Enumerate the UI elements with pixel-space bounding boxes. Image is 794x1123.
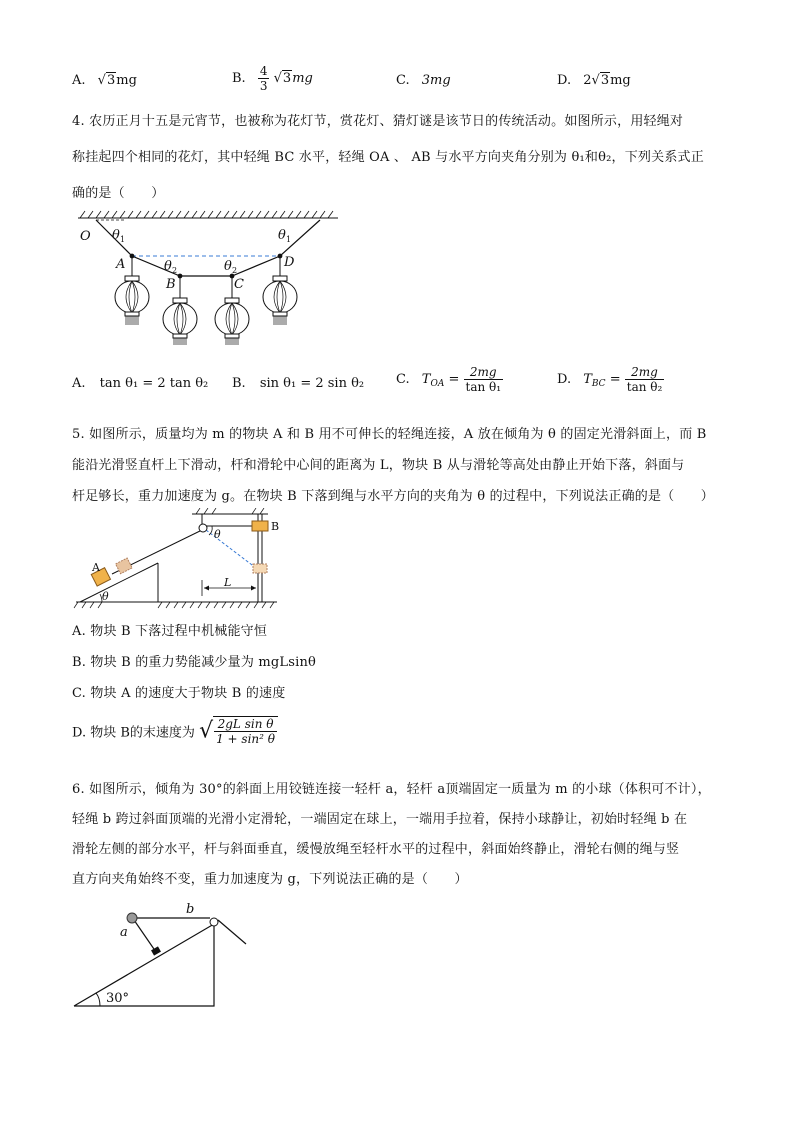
svg-text:2: 2 bbox=[172, 266, 178, 275]
lantern-1 bbox=[115, 276, 149, 325]
q4-stem-line3: 确的是（ ） bbox=[72, 186, 165, 201]
q5-option-b: B. 物块 B 的重力势能减少量为 mgLsinθ bbox=[72, 655, 317, 670]
label-O: O bbox=[80, 229, 91, 244]
label-C: C bbox=[234, 277, 244, 292]
label-B: B bbox=[271, 520, 280, 533]
lantern-2 bbox=[163, 298, 197, 345]
label-theta1-right: θ bbox=[278, 228, 286, 243]
q5-pulley-figure bbox=[72, 508, 292, 610]
label-D: D bbox=[284, 255, 295, 270]
q5-stem-line2: 能沿光滑竖直杆上下滑动，杆和滑轮中心间的距离为 L，物块 B 从与滑轮等高处由静止开始下落，斜面与 bbox=[72, 458, 685, 473]
svg-text:1: 1 bbox=[286, 235, 292, 244]
q4-option-b: B. sin θ₁ = 2 sin θ₂ bbox=[232, 376, 365, 391]
label-theta2-right: θ bbox=[224, 259, 232, 274]
q4-option-d: D. $T_{BC}$ = $\frac{2mg}{\text{tan θ₂}}$ bbox=[557, 365, 663, 394]
label-A: A bbox=[92, 561, 100, 574]
svg-text:1: 1 bbox=[120, 235, 126, 244]
svg-text:2: 2 bbox=[232, 266, 238, 275]
q6-stem-line1: 6. 如图所示，倾角为 30°的斜面上用铰链连接一轻杆 a，轻杆 a顶端固定一质量为 m 的小球（体积可不计）， bbox=[72, 782, 711, 797]
lantern-4 bbox=[263, 276, 297, 325]
q4-option-a: A. tan θ₁ = 2 tan θ₂ bbox=[72, 376, 209, 391]
label-theta-top: θ bbox=[214, 528, 221, 541]
label-30deg: 30° bbox=[106, 991, 130, 1006]
label-theta1-left: θ bbox=[112, 228, 120, 243]
q4-lantern-figure bbox=[70, 210, 350, 345]
q3-option-d: D. 2√3mg bbox=[557, 73, 631, 88]
label-theta2-left: θ bbox=[164, 259, 172, 274]
q4-stem-line2: 称挂起四个相同的花灯，其中轻绳 BC 水平，轻绳 OA 、 AB 与水平方向夹角分别为 θ₁和θ₂，下列关系式正 bbox=[72, 150, 704, 165]
q6-stem-line3: 滑轮左侧的部分水平，杆与斜面垂直，缓慢放绳至轻杆水平的过程中，斜面始终静止，滑轮右侧的绳与竖 bbox=[72, 842, 680, 857]
q5-stem-line3: 杆足够长，重力加速度为 g。在物块 B 下落到绳与水平方向的夹角为 θ 的过程中，下列说法正确的是（ ） bbox=[72, 489, 714, 504]
q5-option-d: D. 物块 B的末速度为 √ $\frac{\text{2gL sin θ}}{\text{1 + sin² θ}}$ bbox=[72, 716, 278, 746]
q6-stem-line2: 轻绳 b 跨过斜面顶端的光滑小定滑轮，一端固定在球上，一端用手拉着，保持小球静让，初始时轻绳 b 在 bbox=[72, 812, 688, 827]
label-a: a bbox=[120, 925, 128, 940]
q5-option-a: A. 物块 B 下落过程中机械能守恒 bbox=[72, 624, 268, 639]
q5-stem-line1: 5. 如图所示，质量均为 m 的物块 A 和 B 用不可伸长的轻绳连接，A 放在倾角为 θ 的固定光滑斜面上，而 B bbox=[72, 427, 707, 442]
label-b: b bbox=[186, 902, 195, 917]
q3-option-c: C. 3mg bbox=[396, 73, 451, 88]
q4-stem-line1: 4. 农历正月十五是元宵节，也被称为花灯节，赏花灯、猜灯谜是该节日的传统活动。如图所示，用轻绳对 bbox=[72, 114, 684, 129]
q3-option-a: A. √3mg bbox=[72, 73, 137, 88]
label-B: B bbox=[166, 277, 176, 292]
q4-option-c: C. $T_{OA}$ = $\frac{2mg}{\text{tan θ₁}}$ bbox=[396, 365, 502, 394]
label-theta-bottom: θ bbox=[102, 590, 109, 603]
q3-option-b: B. $\frac{4}{3}$ √3mg bbox=[232, 64, 313, 93]
label-L: L bbox=[224, 576, 232, 589]
q6-incline-figure bbox=[70, 898, 260, 1013]
q5-option-c: C. 物块 A 的速度大于物块 B 的速度 bbox=[72, 686, 286, 701]
q6-stem-line4: 直方向夹角始终不变，重力加速度为 g，下列说法正确的是（ ） bbox=[72, 872, 468, 887]
label-A: A bbox=[116, 257, 126, 272]
lantern-3 bbox=[215, 298, 249, 345]
